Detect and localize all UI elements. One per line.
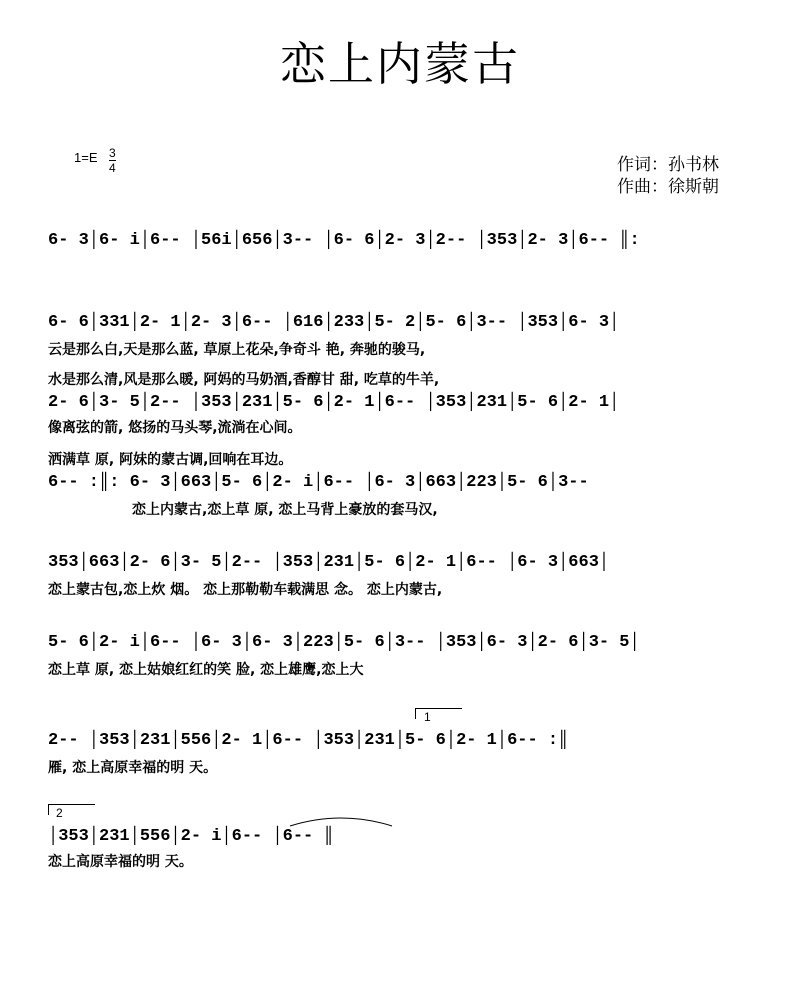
lyricist-credit: 作词：孙书林 [617, 155, 719, 175]
notation-line: 6- 3│6- i│6-- │56i│656│3-- │6- 6│2- 3│2-- │353│2- 3│6-- ║: [48, 231, 640, 250]
lyrics-chorus: 恋上高原幸福的明 天。 [48, 854, 193, 870]
lyrics-chorus: 雁, 恋上高原幸福的明 天。 [48, 760, 218, 776]
key-signature: 1=E [74, 150, 98, 165]
time-signature: $\frac{3}{4}$ [109, 146, 116, 175]
notation-line: 353│663│2- 6│3- 5│2-- │353│231│5- 6│2- 1│6-- │6- 3│663│ [48, 553, 610, 572]
notation-line: 2-- │353│231│556│2- 1│6-- │353│231│5- 6│2- 1│6-- :║ [48, 731, 569, 750]
lyrics-verse-1: 像离弦的箭, 悠扬的马头琴,流淌在心间。 [48, 420, 302, 436]
lyrics-chorus: 恋上草 原, 恋上姑娘红红的笑 脸, 恋上雄鹰,恋上大 [48, 662, 364, 678]
lyrics-chorus: 恋上蒙古包,恋上炊 烟。 恋上那勒勒车载满思 念。 恋上内蒙古, [48, 582, 443, 598]
notation-line: 2- 6│3- 5│2-- │353│231│5- 6│2- 1│6-- │353│231│5- 6│2- 1│ [48, 393, 620, 412]
lyrics-chorus: 恋上内蒙古,恋上草 原, 恋上马背上豪放的套马汉, [132, 502, 438, 518]
notation-line: 6- 6│331│2- 1│2- 3│6-- │616│233│5- 2│5- 6│3-- │353│6- 3│ [48, 313, 620, 332]
notation-line: 6-- :║: 6- 3│663│5- 6│2- i│6-- │6- 3│663│223│5- 6│3-- [48, 473, 589, 492]
lyrics-verse-1: 云是那么白,天是那么蓝, 草原上花朵,争奇斗 艳, 奔驰的骏马, [48, 342, 426, 358]
lyrics-verse-2: 洒满草 原, 阿妹的蒙古调,回响在耳边。 [48, 452, 293, 468]
notation-line: 5- 6│2- i│6-- │6- 3│6- 3│223│5- 6│3-- │353│6- 3│2- 6│3- 5│ [48, 633, 640, 652]
notation-line: │353│231│556│2- i│6-- │6-- ║ [48, 827, 334, 846]
composer-credit: 作曲：徐斯朝 [617, 177, 719, 197]
lyrics-verse-2: 水是那么清,风是那么暖, 阿妈的马奶酒,香醇甘 甜, 吃草的牛羊, [48, 372, 440, 388]
song-title: 恋上内蒙古 [280, 37, 520, 91]
